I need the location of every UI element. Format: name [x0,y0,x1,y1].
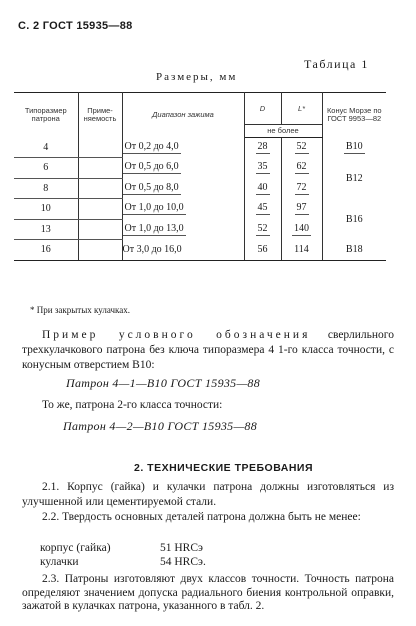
cell-type: 6 [14,158,78,179]
cell-d: 56 [244,240,281,261]
cell-l [281,158,322,179]
range-text: От 0,2 до 4,0 [124,141,179,152]
l-value: 97 [296,202,307,214]
cell-morse: B18 [322,240,386,261]
cell-range [122,199,244,220]
morse-value: B12 [345,172,363,184]
cell-l [281,138,322,158]
hardness-part: корпус (гайка) [40,542,111,554]
same-text: То же, патрона 2-го класса точности: [42,399,223,411]
cell-range [122,178,244,199]
range-text: От 0,5 до 8,0 [124,181,179,193]
cell-morse [322,199,386,240]
cell-l: 114 [281,240,322,261]
d-value: 28 [257,141,268,153]
l-value: 52 [296,141,307,153]
table-caption: Размеры, мм [156,71,238,83]
table-row [14,199,386,220]
l-value: 72 [296,181,307,193]
d-value: 52 [257,222,268,234]
cell-d [244,138,281,158]
col-clamp-range: Диапазон зажима [122,93,244,138]
cell-morse [322,158,386,199]
range-text: От 1,0 до 10,0 [124,202,184,214]
col-type-size: Типоразмер патрона [14,93,78,138]
table-row [14,240,386,261]
col-morse: Конус Морзе по ГОСТ 9953—82 [322,93,386,138]
designation-class-1: Патрон 4—1—B10 ГОСТ 15935—88 [66,376,261,390]
cell-d [244,219,281,240]
col-no-more: не более [244,125,322,138]
page-header: С. 2 ГОСТ 15935—88 [18,20,133,32]
example-paragraph [22,328,394,373]
hardness-value: 51 HRCэ [160,542,203,554]
col-l: L* [281,93,322,125]
table-label: Таблица 1 [304,57,369,71]
section-title: 2. ТЕХНИЧЕСКИЕ ТРЕБОВАНИЯ [134,462,314,474]
table-row [14,158,386,179]
d-value: 35 [257,161,268,173]
cell-type: 8 [14,178,78,199]
cell-applicability [78,240,122,261]
cell-applicability [78,219,122,240]
cell-type: 10 [14,199,78,220]
cell-l [281,199,322,220]
paragraph-2-1: 2.1. Корпус (гайка) и кулачки патрона должны изготовляться из улучшенной или цементируемой стали. [22,481,394,508]
paragraph-2-3: 2.3. Патроны изготовляют двух классов точности. Точность патрона определяют значением допуска радиального биения контрольной оправки, зажатой в кулачках патрона, указанного в табл. 2. [22,573,394,612]
morse-value: B16 [345,213,363,225]
cell-l [281,178,322,199]
cell-range [122,158,244,179]
cell-d [244,199,281,220]
cell-type: 4 [14,138,78,158]
cell-applicability [78,158,122,179]
col-d: D [244,93,281,125]
morse-value: B10 [345,141,363,152]
col-applicability: Приме-няемость [78,93,122,138]
cell-type: 16 [14,240,78,261]
cell-d [244,158,281,179]
table-row [14,138,386,158]
cell-applicability [78,178,122,199]
paragraph-2-2: 2.2. Твердость основных деталей патрона должна быть не менее: [42,511,361,523]
cell-range [122,219,244,240]
hardness-value: 54 HRCэ. [160,556,206,568]
table-footnote: * При закрытых кулачках. [30,305,130,315]
designation-class-2: Патрон 4—2—B10 ГОСТ 15935—88 [63,419,258,433]
range-text: От 0,5 до 6,0 [124,161,179,173]
l-value: 140 [294,222,309,234]
cell-applicability [78,138,122,158]
cell-morse [322,138,386,158]
cell-range: От 3,0 до 16,0 [122,240,244,261]
hardness-part: кулачки [40,556,79,568]
cell-range [122,138,244,158]
cell-d [244,178,281,199]
example-text: сверлильного трехкулачкового патрона без ключа типоразмера 4 1-го класса точности, с конусным отверстием B10: [22,329,394,371]
range-text: От 1,0 до 13,0 [124,222,184,234]
example-heading: Пример условного обозначения [42,329,311,341]
d-value: 40 [257,181,268,193]
dimensions-table [14,92,386,261]
cell-applicability [78,199,122,220]
cell-l [281,219,322,240]
cell-type: 13 [14,219,78,240]
d-value: 45 [257,202,268,214]
l-value: 62 [296,161,307,173]
